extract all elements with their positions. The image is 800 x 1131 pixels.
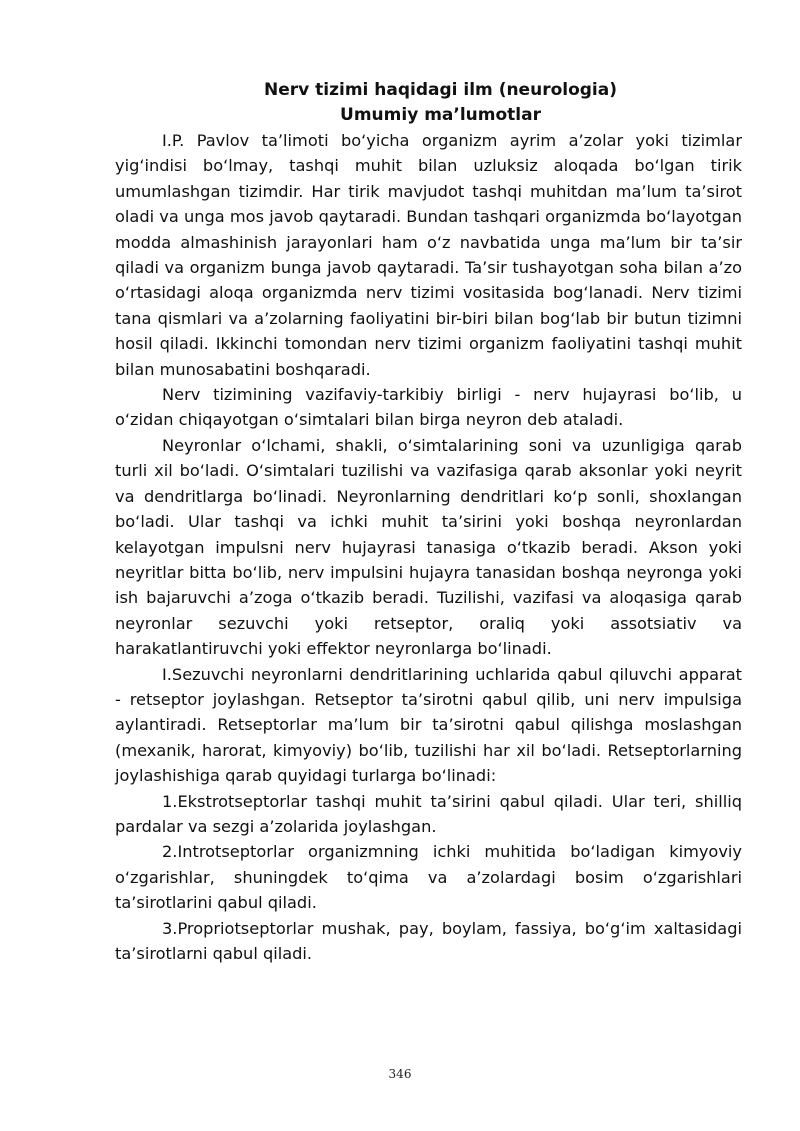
paragraph-exteroceptors: 1.Ekstrotseptorlar tashqi muhit ta’sirini qabul qiladi. Ular teri, shilliq pardalar va sezgi a’zolarida joylashgan.: [115, 791, 742, 836]
page-number: 346: [388, 1067, 412, 1081]
paragraph-interoceptors: 2.Introtseptorlar organizmning ichki muhitida bo‘ladigan kimyoviy o‘zgarishlar, shuningdek to‘qima va a’zolardagi bosim o‘zgarishlari ta’sirotlarini qabul qiladi.: [115, 842, 742, 913]
paragraph-pavlov-teaching: I.P. Pavlov ta’limoti bo‘yicha organizm ayrim a’zolar yoki tizimlar yig‘indisi bo‘lmay, tashqi muhit bilan uzluksiz aloqada bo‘lgan tirik umumlashgan tizimdir. Har tirik mavjudot tashqi muhitdan ma’lum ta’sirot oladi va unga mos javob qaytaradi. Bundan tashqari organizmda bo‘layotgan modda almashinish jarayonlari ham o‘z navbatida unga ma’lum bir ta’sir qiladi va organizm bunga javob qaytaradi. Ta’sir tushayotgan soha bilan a’zo o‘rtasidagi aloqa organizmda nerv tizimi vositasida bog‘lanadi. Nerv tizimi tana qismlari va a’zolarning faoliyatini bir-biri bilan bog‘lab bir butun tizimni hosil qiladi. Ikkinchi tomondan nerv tizimi organizm faoliyatini tashqi muhit bilan munosabatini boshqaradi.: [115, 131, 742, 379]
document-subtitle: Umumiy ma’lumotlar: [340, 105, 541, 125]
document-page: [115, 78, 742, 966]
paragraph-neuron-definition: Nerv tizimining vazifaviy-tarkibiy birligi - nerv hujayrasi bo‘lib, u o‘zidan chiqayotgan o‘simtalari bilan birga neyron deb ataladi.: [115, 385, 742, 430]
paragraph-sensory-neurons: I.Sezuvchi neyronlarni dendritlarining uchlarida qabul qiluvchi apparat - retseptor joylashgan. Retseptor ta’sirotni qabul qilib, uni nerv impulsiga aylantiradi. Retseptorlar ma’lum bir ta’sirotni qabul qilishga moslashgan (mexanik, harorat, kimyoviy) bo‘lib, tuzilishi har xil bo‘ladi. Retseptorlarning joylashishiga qarab quyidagi turlarga bo‘linadi:: [115, 664, 742, 786]
paragraph-neuron-types: Neyronlar o‘lchami, shakli, o‘simtalarining soni va uzunligiga qarab turli xil bo‘ladi. O‘simtalari tuzilishi va vazifasiga qarab aksonlar yoki neyrit va dendritlarga bo‘linadi. Neyronlarning dendritlari ko‘p sonli, shoxlangan bo‘ladi. Ular tashqi va ichki muhit ta’sirini yoki boshqa neyronlardan kelayotgan impulsni nerv hujayrasi tanasiga o‘tkazib beradi. Akson yoki neyritlar bitta bo‘lib, nerv impulsini hujayra tanasidan boshqa neyronga yoki ish bajaruvchi a’zoga o‘tkazib beradi. Tuzilishi, vazifasi va aloqasiga qarab neyronlar sezuvchi yoki retseptor, oraliq yoki assotsiativ va harakatlantiruvchi yoki effektor neyronlarga bo‘linadi.: [115, 435, 742, 659]
document-title: Nerv tizimi haqidagi ilm (neurologia): [264, 80, 617, 100]
paragraph-proprioceptors: 3.Propriotseptorlar mushak, pay, boylam, fassiya, bo‘g‘im xaltasidagi ta’sirotlarni qabul qiladi.: [115, 918, 742, 963]
